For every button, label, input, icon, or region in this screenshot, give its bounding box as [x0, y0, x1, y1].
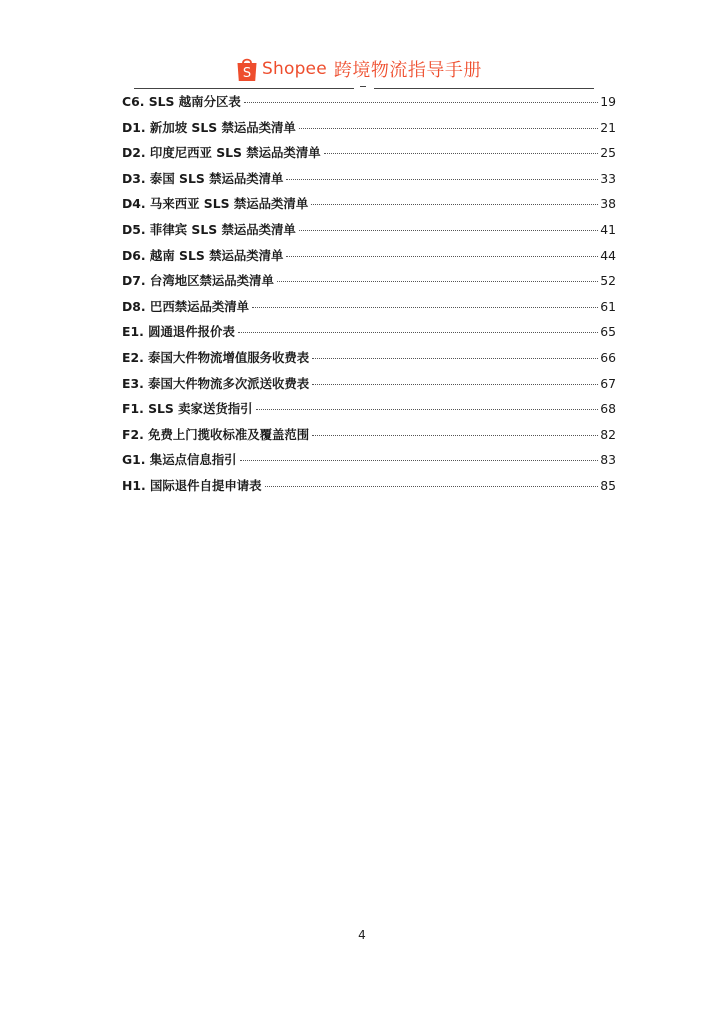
page-number: 4: [358, 928, 366, 942]
toc-entry-title[interactable]: D6. 越南 SLS 禁运品类清单: [122, 247, 284, 263]
toc-entry-page[interactable]: 33: [600, 170, 616, 186]
toc-entry[interactable]: [122, 143, 616, 169]
toc-entry-page[interactable]: 19: [600, 94, 616, 109]
brand-name: Shopee: [262, 59, 327, 79]
toc-entry[interactable]: [122, 374, 616, 400]
toc-dot-leader: [238, 331, 598, 333]
toc-entry[interactable]: [122, 194, 616, 220]
shopee-bag-icon: [236, 56, 258, 82]
toc-dot-leader: [240, 459, 599, 461]
toc-entry[interactable]: [122, 169, 616, 195]
header-rule-left: [134, 88, 354, 89]
header-rule-right: [374, 88, 594, 89]
toc-entry[interactable]: [122, 348, 616, 374]
toc-dot-leader: [252, 306, 598, 308]
toc-dot-leader: [286, 178, 598, 180]
toc-dot-leader: [256, 408, 599, 410]
toc-entry-title[interactable]: D1. 新加坡 SLS 禁运品类清单: [122, 119, 296, 135]
toc-entry[interactable]: [122, 118, 616, 144]
toc-entry[interactable]: [122, 92, 616, 118]
toc-dot-leader: [312, 383, 598, 385]
toc-dot-leader: [324, 152, 599, 154]
toc-entry-page[interactable]: 68: [600, 401, 616, 417]
toc-entry-title[interactable]: D2. 印度尼西亚 SLS 禁运品类清单: [122, 145, 321, 161]
toc-entry-page[interactable]: 83: [600, 452, 616, 468]
toc-entry-page[interactable]: 82: [600, 426, 616, 442]
toc-dot-leader: [312, 434, 598, 436]
toc-entry-title[interactable]: H1. 国际退件自提申请表: [122, 477, 262, 493]
toc-entry-title[interactable]: E3. 泰国大件物流多次派送收费表: [122, 375, 310, 391]
header-logo: [236, 54, 482, 84]
toc-entry-page[interactable]: 65: [600, 324, 616, 340]
toc-dot-leader: [265, 485, 599, 487]
toc-entry-title[interactable]: D7. 台湾地区禁运品类清单: [122, 273, 274, 289]
toc-entry[interactable]: [122, 450, 616, 476]
toc-entry-title[interactable]: F1. SLS 卖家送货指引: [122, 401, 253, 417]
toc-entry-title[interactable]: F2. 免费上门揽收标准及覆盖范围: [122, 426, 310, 442]
toc-entry-title[interactable]: G1. 集运点信息指引: [122, 452, 237, 468]
toc-entry-page[interactable]: 44: [600, 247, 616, 263]
toc-entry[interactable]: [122, 297, 616, 323]
page-header: [0, 50, 724, 90]
toc-entry-title[interactable]: C6. SLS 越南分区表: [122, 94, 241, 109]
toc-dot-leader: [299, 229, 598, 231]
svg-text:S: S: [242, 66, 252, 81]
toc-entry-page[interactable]: 38: [600, 196, 616, 212]
toc-entry-page[interactable]: 25: [600, 145, 616, 161]
document-title: 跨境物流指导手册: [333, 60, 482, 81]
toc-entry-page[interactable]: 52: [600, 273, 616, 289]
toc-entry-title[interactable]: D4. 马来西亚 SLS 禁运品类清单: [122, 196, 309, 212]
table-of-contents: [122, 92, 616, 502]
toc-dot-leader: [299, 127, 598, 129]
toc-entry-title[interactable]: D5. 菲律宾 SLS 禁运品类清单: [122, 221, 296, 237]
toc-entry-page[interactable]: 41: [600, 221, 616, 237]
toc-entry[interactable]: [122, 271, 616, 297]
toc-entry[interactable]: [122, 476, 616, 502]
toc-entry[interactable]: [122, 425, 616, 451]
toc-entry[interactable]: [122, 399, 616, 425]
toc-entry-title[interactable]: E2. 泰国大件物流增值服务收费表: [122, 349, 310, 365]
toc-entry-page[interactable]: 61: [600, 298, 616, 314]
toc-dot-leader: [277, 280, 598, 282]
toc-entry[interactable]: [122, 220, 616, 246]
toc-entry-page[interactable]: 21: [600, 119, 616, 135]
toc-entry[interactable]: [122, 246, 616, 272]
toc-entry-title[interactable]: E1. 圆通退件报价表: [122, 324, 235, 340]
toc-entry-title[interactable]: D8. 巴西禁运品类清单: [122, 298, 250, 314]
toc-entry[interactable]: [122, 322, 616, 348]
toc-entry-page[interactable]: 85: [600, 477, 616, 493]
toc-entry-page[interactable]: 67: [600, 375, 616, 391]
toc-dot-leader: [312, 357, 598, 359]
toc-dot-leader: [286, 255, 598, 257]
toc-entry-title[interactable]: D3. 泰国 SLS 禁运品类清单: [122, 170, 284, 186]
toc-dot-leader: [311, 203, 598, 205]
toc-dot-leader: [244, 101, 598, 103]
header-rule-mark: [360, 86, 366, 87]
toc-entry-page[interactable]: 66: [600, 349, 616, 365]
